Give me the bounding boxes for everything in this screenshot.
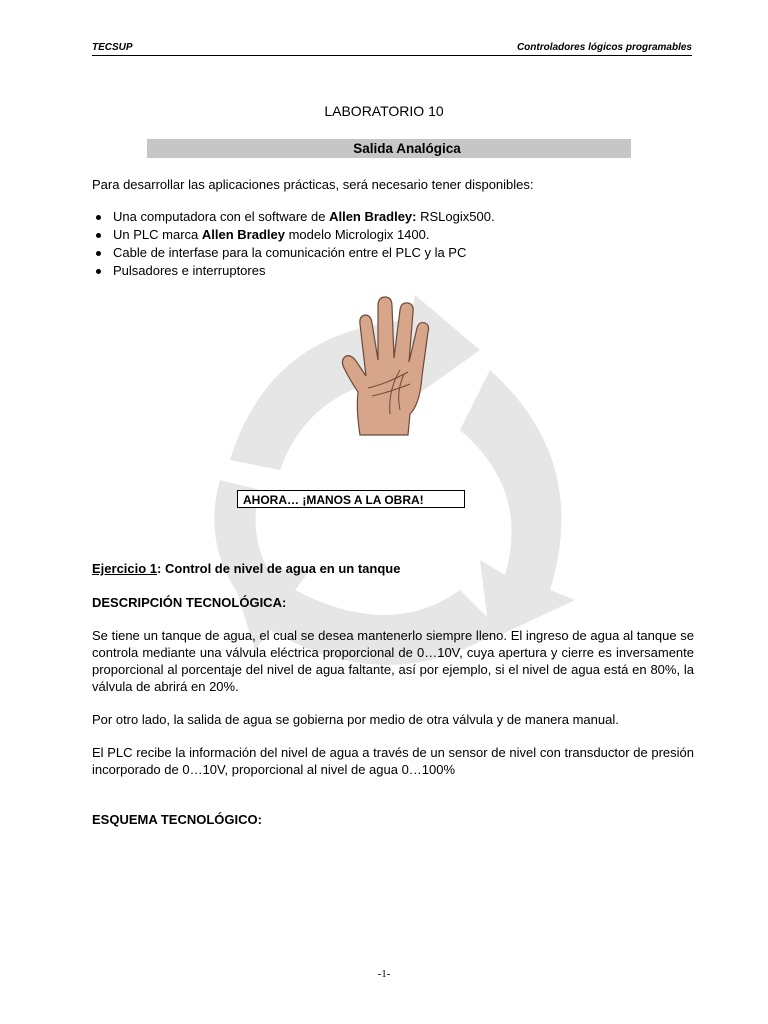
paragraph-description: Se tiene un tanque de agua, el cual se desea mantenerlo siempre lleno. El ingreso de agua al tanque se controla mediante una válvula eléctrica proporcional de 0…10V, cuya apertura y cierre es inversamente proporcional al porcentaje del nivel de agua faltante, así por ejemplo, si el nivel de agua está en 80%, la válvula de abrirá en 20%. bbox=[92, 628, 694, 694]
section-title: Salida Analógica bbox=[353, 141, 461, 156]
exercise-title bbox=[92, 561, 400, 576]
call-to-action-box: AHORA… ¡MANOS A LA OBRA! bbox=[237, 490, 465, 508]
header-rule bbox=[92, 55, 692, 56]
requirements-list bbox=[92, 208, 495, 280]
esquema-heading: ESQUEMA TECNOLÓGICO: bbox=[92, 812, 262, 827]
list-item: Cable de interfase para la comunicación entre el PLC y la PC bbox=[92, 244, 495, 262]
list-item: Una computadora con el software de Allen Bradley: RSLogix500. bbox=[92, 208, 495, 226]
intro-text: Para desarrollar las aplicaciones prácticas, será necesario tener disponibles: bbox=[92, 177, 534, 192]
header-institution: TECSUP bbox=[92, 42, 133, 53]
exercise-subject: : Control de nivel de agua en un tanque bbox=[157, 561, 401, 576]
paragraph-outlet: Por otro lado, la salida de agua se gobierna por medio de otra válvula y de manera manual. bbox=[92, 712, 619, 727]
lab-title: LABORATORIO 10 bbox=[324, 103, 444, 119]
open-hand-icon bbox=[338, 292, 438, 442]
descripcion-heading: DESCRIPCIÓN TECNOLÓGICA: bbox=[92, 595, 287, 610]
paragraph-sensor: El PLC recibe la información del nivel de agua a través de un sensor de nivel con transductor de presión incorporado de 0…10V, proporcional al nivel de agua 0…100% bbox=[92, 745, 694, 777]
header-course: Controladores lógicos programables bbox=[516, 42, 692, 53]
page-number: -1- bbox=[377, 968, 391, 980]
section-banner bbox=[147, 139, 631, 158]
list-item: Pulsadores e interruptores bbox=[92, 262, 495, 280]
list-item: Un PLC marca Allen Bradley modelo Micrologix 1400. bbox=[92, 226, 495, 244]
exercise-number: Ejercicio 1 bbox=[92, 561, 158, 576]
